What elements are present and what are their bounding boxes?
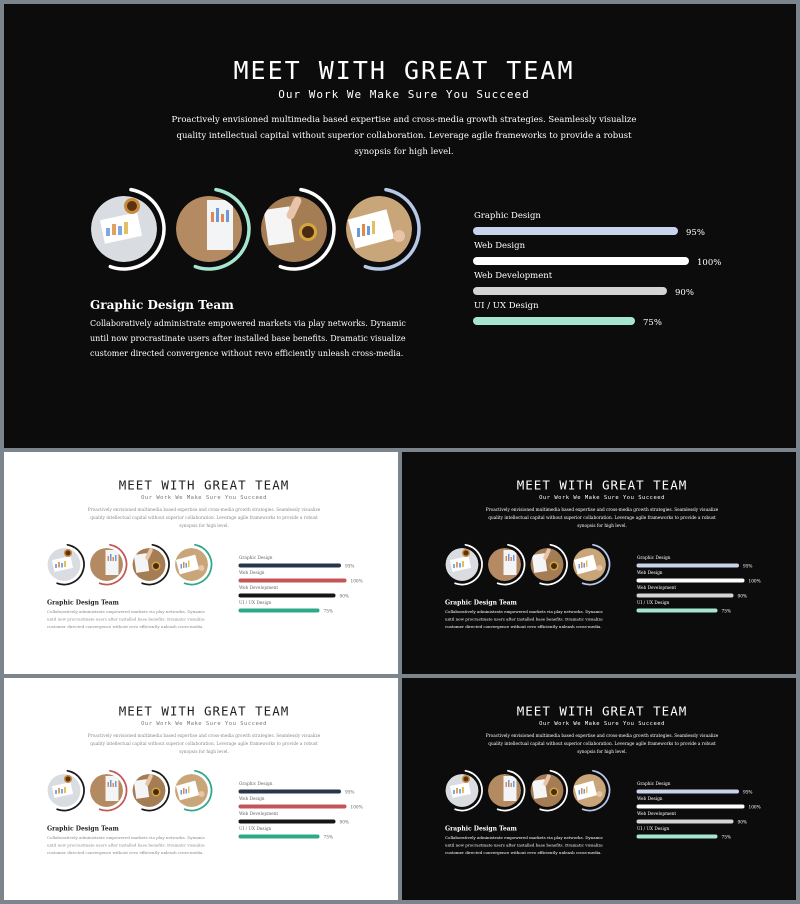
office-desk-photo [46,543,88,586]
skill-percent: 95% [345,790,355,795]
office-desk-photo [444,769,486,812]
team-name: Graphic Design Team [47,599,119,606]
skill-percent: 100% [697,258,722,268]
skill-row [637,556,762,571]
skill-label: Web Development [474,271,553,281]
skill-bar [473,317,635,325]
skill-label: Web Development [239,811,279,817]
skill-label: UI / UX Design [637,826,670,832]
skill-label: Graphic Design [474,211,541,221]
skill-bars [637,556,762,616]
team-photos [88,186,428,276]
skill-label: Graphic Design [239,555,273,561]
slide-title: MEET WITH GREAT TEAM [516,478,688,493]
skill-bars [473,211,723,331]
skill-percent: 90% [737,820,747,825]
skill-bar [473,287,667,295]
skill-percent: 95% [686,228,705,238]
skill-percent: 90% [737,594,747,599]
slide-subtitle: Our Work We Make Sure You Succeed [141,720,267,727]
skill-row [239,797,364,812]
slide-title: MEET WITH GREAT TEAM [233,56,575,85]
slide-dark-2[interactable] [402,678,796,900]
skill-label: UI / UX Design [637,600,670,606]
chart-paper-photo [487,543,529,586]
skill-bar [473,257,689,265]
slide-title: MEET WITH GREAT TEAM [516,704,688,719]
slide-description: Proactively envisioned multimedia based expertise and cross-media growth strategies. Seamlessly visualize quality intellectual capital without superior collaboration. Leverage agile frameworks to provide a robust synopsis for high level. [485,733,719,755]
skill-bars [239,782,364,842]
skill-percent: 100% [748,805,761,810]
team-description: Collaboratively administrate empowered markets via play networks. Dynamic until now procrastinate users after installed base benefits. Dramatic visualize customer directed convergence without revo efficiently unleash cross-media. [445,609,603,629]
slide-title: MEET WITH GREAT TEAM [118,478,290,493]
team-name: Graphic Design Team [47,825,119,832]
skill-row [239,812,364,827]
slide-subtitle: Our Work We Make Sure You Succeed [141,494,267,501]
skill-label: UI / UX Design [474,301,539,311]
skill-label: Graphic Design [239,781,273,787]
skill-percent: 95% [743,564,753,569]
skill-row [239,827,364,842]
team-photos [46,543,216,588]
skill-label: Web Development [637,811,677,817]
skill-row [473,241,723,271]
skill-label: Web Design [637,570,663,576]
office-desk-photo [46,769,88,812]
skill-percent: 75% [643,318,662,328]
skill-bar [637,609,718,613]
tablet-chart-photo [572,769,614,812]
skill-bar [637,579,745,583]
skill-row [239,782,364,797]
skill-bar [637,835,718,839]
slide-content [4,4,796,448]
skill-row [473,271,723,301]
skill-row [239,556,364,571]
team-name: Graphic Design Team [445,599,517,606]
slide-content [402,678,796,900]
skill-percent: 90% [339,594,349,599]
skill-percent: 75% [721,835,731,840]
skill-row [473,301,723,331]
skill-percent: 100% [748,579,761,584]
office-desk-photo [88,186,172,272]
coffee-desk-photo [258,186,342,272]
skill-label: Web Development [239,585,279,591]
team-description: Collaboratively administrate empowered markets via play networks. Dynamic until now procrastinate users after installed base benefits. Dramatic visualize customer directed convergence without revo efficiently unleash cross-media. [47,835,205,855]
skill-percent: 100% [350,579,363,584]
skill-bar [637,790,740,794]
skill-row [637,782,762,797]
skill-row [637,812,762,827]
skill-bar [473,227,678,235]
skill-label: UI / UX Design [239,826,272,832]
office-desk-photo [444,543,486,586]
slide-subtitle: Our Work We Make Sure You Succeed [539,494,665,501]
skill-label: Web Design [637,796,663,802]
skill-bar [239,609,320,613]
team-photos [444,543,614,588]
slide-content [402,452,796,674]
skill-bar [239,805,347,809]
skill-label: Web Design [239,796,265,802]
skill-bar [239,594,336,598]
skill-label: Graphic Design [637,781,671,787]
slide-description: Proactively envisioned multimedia based expertise and cross-media growth strategies. Seamlessly visualize quality intellectual capital without superior collaboration. Leverage agile frameworks to provide a robust synopsis for high level. [87,733,321,755]
skill-bar [239,790,342,794]
slide-content [4,678,398,900]
skill-row [637,601,762,616]
skill-bars [637,782,762,842]
chart-paper-photo [89,769,131,812]
chart-paper-photo [487,769,529,812]
skill-bar [637,594,734,598]
team-description: Collaboratively administrate empowered markets via play networks. Dynamic until now procrastinate users after installed base benefits. Dramatic visualize customer directed convergence without revo efficiently unleash cross-media. [90,319,406,358]
slide-main-dark[interactable] [4,4,796,448]
skill-bar [637,564,740,568]
slide-light-2[interactable] [4,678,398,900]
skill-percent: 90% [339,820,349,825]
slide-dark-1[interactable] [402,452,796,674]
skill-percent: 95% [743,790,753,795]
tablet-chart-photo [572,543,614,586]
slide-content [4,452,398,674]
skill-percent: 95% [345,564,355,569]
skill-row [239,586,364,601]
coffee-desk-photo [131,543,173,586]
tablet-chart-photo [174,543,216,586]
chart-paper-photo [89,543,131,586]
skill-label: Graphic Design [637,555,671,561]
skill-label: Web Design [239,570,265,576]
skill-row [637,797,762,812]
skill-label: Web Development [637,585,677,591]
skill-row [239,601,364,616]
team-photos [46,769,216,814]
slide-subtitle: Our Work We Make Sure You Succeed [539,720,665,727]
coffee-desk-photo [529,543,571,586]
coffee-desk-photo [529,769,571,812]
slide-description: Proactively envisioned multimedia based expertise and cross-media growth strategies. Seamlessly visualize quality intellectual capital without superior collaboration. Leverage agile frameworks to provide a robust synopsis for high level. [171,115,637,157]
skill-bar [239,564,342,568]
skill-label: UI / UX Design [239,600,272,606]
skill-percent: 90% [675,288,694,298]
skill-row [637,586,762,601]
skill-bar [239,820,336,824]
skill-bar [637,805,745,809]
team-description: Collaboratively administrate empowered markets via play networks. Dynamic until now procrastinate users after installed base benefits. Dramatic visualize customer directed convergence without revo efficiently unleash cross-media. [47,609,205,629]
slide-description: Proactively envisioned multimedia based expertise and cross-media growth strategies. Seamlessly visualize quality intellectual capital without superior collaboration. Leverage agile frameworks to provide a robust synopsis for high level. [485,507,719,529]
skill-row [239,571,364,586]
skill-percent: 75% [721,609,731,614]
skill-label: Web Design [474,241,526,251]
skill-row [473,211,723,241]
team-name: Graphic Design Team [90,298,234,312]
chart-paper-photo [173,186,257,272]
coffee-desk-photo [131,769,173,812]
team-description: Collaboratively administrate empowered markets via play networks. Dynamic until now procrastinate users after installed base benefits. Dramatic visualize customer directed convergence without revo efficiently unleash cross-media. [445,835,603,855]
skill-row [637,827,762,842]
team-name: Graphic Design Team [445,825,517,832]
slide-title: MEET WITH GREAT TEAM [118,704,290,719]
skill-bar [239,579,347,583]
skill-percent: 75% [323,609,333,614]
slide-subtitle: Our Work We Make Sure You Succeed [278,88,530,101]
team-photos [444,769,614,814]
tablet-chart-photo [343,186,427,272]
skill-percent: 100% [350,805,363,810]
skill-row [637,571,762,586]
slide-light-1[interactable] [4,452,398,674]
skill-bar [239,835,320,839]
tablet-chart-photo [174,769,216,812]
slide-description: Proactively envisioned multimedia based expertise and cross-media growth strategies. Seamlessly visualize quality intellectual capital without superior collaboration. Leverage agile frameworks to provide a robust synopsis for high level. [87,507,321,529]
skill-percent: 75% [323,835,333,840]
skill-bars [239,556,364,616]
skill-bar [637,820,734,824]
